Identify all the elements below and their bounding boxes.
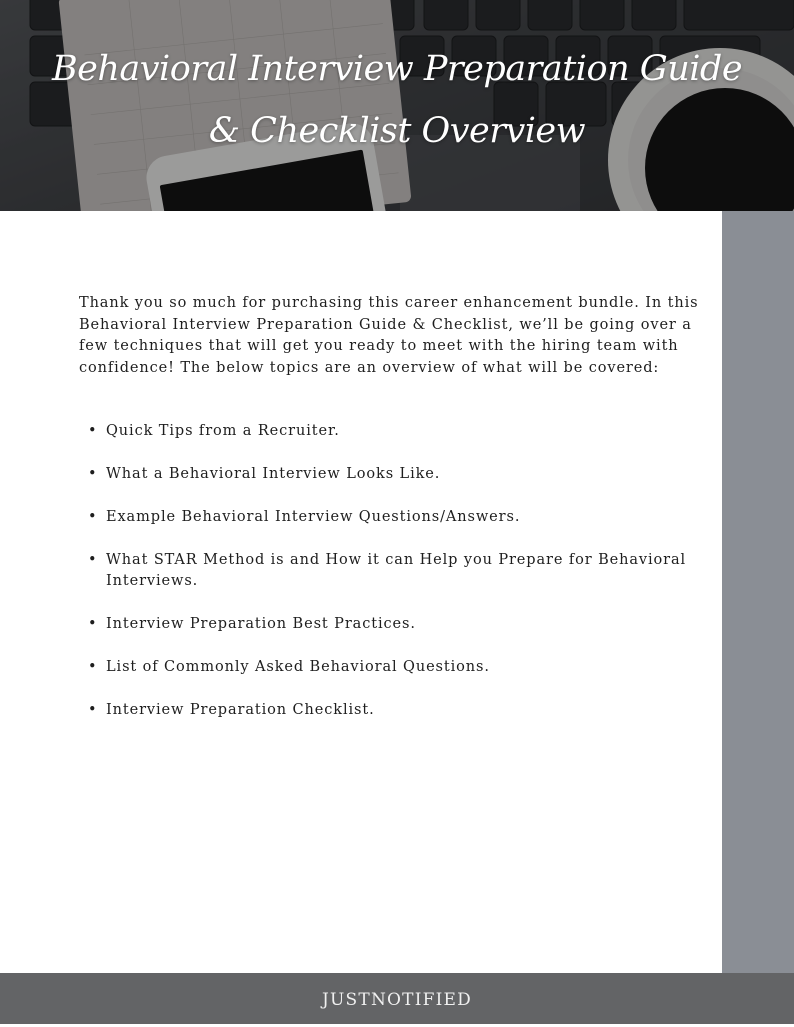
footer-bar <box>0 973 794 1024</box>
bullet-icon: • <box>88 466 98 482</box>
topic-text: Interview Preparation Best Practices. <box>106 616 416 632</box>
bullet-icon: • <box>88 552 98 568</box>
right-sidebar-accent <box>722 211 794 973</box>
topics-list <box>79 421 719 721</box>
title-line-1: Behavioral Interview Preparation Guide <box>51 49 743 89</box>
list-item <box>79 614 719 635</box>
header-banner <box>0 0 794 211</box>
topic-text: Interview Preparation Checklist. <box>106 702 375 718</box>
main-content <box>79 293 719 743</box>
bullet-icon: • <box>88 702 98 718</box>
bullet-icon: • <box>88 423 98 439</box>
list-item <box>79 421 719 442</box>
topic-text: What STAR Method is and How it can Help you Prepare for Behavioral Interviews. <box>106 552 687 589</box>
bullet-icon: • <box>88 659 98 675</box>
bullet-icon: • <box>88 509 98 525</box>
list-item <box>79 657 719 678</box>
title-line-2: & Checklist Overview <box>208 111 586 151</box>
topic-text: List of Commonly Asked Behavioral Questions. <box>106 659 490 675</box>
topic-text: What a Behavioral Interview Looks Like. <box>106 466 441 482</box>
topic-text: Example Behavioral Interview Questions/Answers. <box>106 509 521 525</box>
list-item <box>79 507 719 528</box>
intro-paragraph: Thank you so much for purchasing this career enhancement bundle. In this Behavioral Interview Preparation Guide & Checklist, we’ll be going over a few techniques that will get you ready to meet with the hiring team with confidence! The below topics are an overview of what will be covered: <box>79 295 699 376</box>
list-item <box>79 550 719 592</box>
page-title <box>0 38 794 162</box>
footer-brand: JUSTNOTIFIED <box>322 990 472 1010</box>
bullet-icon: • <box>88 616 98 632</box>
list-item <box>79 700 719 721</box>
list-item <box>79 464 719 485</box>
topic-text: Quick Tips from a Recruiter. <box>106 423 340 439</box>
